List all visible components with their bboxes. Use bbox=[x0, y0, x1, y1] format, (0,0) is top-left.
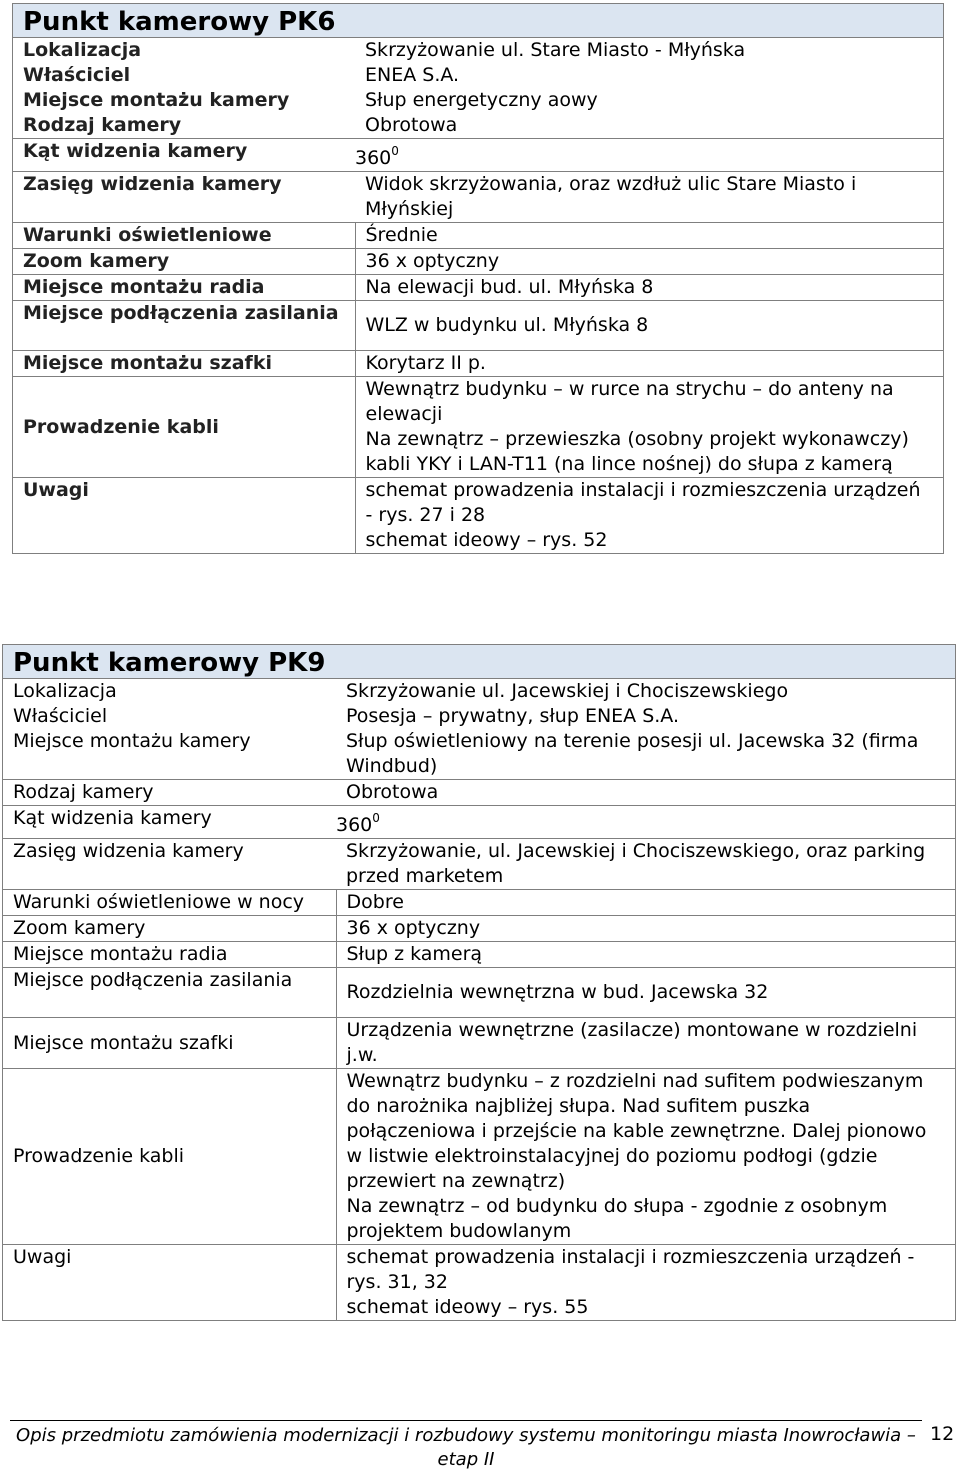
row-label: Prowadzenie kabli bbox=[13, 377, 355, 478]
row-value: Słup energetyczny aowy bbox=[365, 89, 598, 111]
row-value: Skrzyżowanie ul. Jacewskiej i Chociszewskiego bbox=[346, 680, 789, 702]
value-line: Wewnątrz budynku – z rozdzielni nad sufitem podwieszanym do narożnika najbliżej słupa. Nad sufitem puszka połączeniowa i przejście na kable zewnętrzne. Dalej pionowo w listwie elektroinstalacyjnej do poziomu podłogi (gdzie przewiert na zewnątrz) bbox=[346, 1070, 927, 1192]
pk6-title: Punkt kamerowy PK6 bbox=[13, 4, 943, 38]
row-value: Na elewacji bud. ul. Młyńska 8 bbox=[355, 275, 943, 301]
footer-divider bbox=[10, 1420, 922, 1421]
table-row bbox=[3, 1245, 955, 1321]
row-value bbox=[355, 139, 943, 172]
value-line: Widok skrzyżowania, oraz wzdłuż ulic Stare Miasto i bbox=[365, 173, 857, 195]
row-label: Kąt widzenia kamery bbox=[3, 806, 336, 839]
row-value: ENEA S.A. bbox=[365, 64, 460, 86]
row-label: Uwagi bbox=[13, 478, 355, 554]
row-label: Miejsce montażu szafki bbox=[3, 1018, 336, 1069]
table-row bbox=[3, 679, 955, 704]
row-label: Miejsce montażu szafki bbox=[13, 351, 355, 377]
value-line: schemat ideowy – rys. 52 bbox=[365, 529, 608, 551]
value-line: schemat prowadzenia instalacji i rozmieszczenia urządzeń - rys. 31, 32 bbox=[346, 1246, 915, 1293]
row-value: Posesja – prywatny, słup ENEA S.A. bbox=[346, 705, 680, 727]
row-label: Zoom kamery bbox=[13, 249, 355, 275]
row-label: Rodzaj kamery bbox=[3, 780, 336, 806]
row-label: Miejsce montażu kamery bbox=[13, 730, 251, 752]
row-value bbox=[355, 172, 943, 223]
table-row bbox=[13, 377, 943, 478]
row-label: Lokalizacja bbox=[13, 680, 117, 702]
row-value: Korytarz II p. bbox=[355, 351, 943, 377]
page-number: 12 bbox=[930, 1423, 955, 1445]
row-value: Słup oświetleniowy na terenie posesji ul. Jacewska 32 (firma Windbud) bbox=[346, 730, 919, 777]
table-row bbox=[3, 968, 955, 1018]
row-value: 36 x optyczny bbox=[355, 249, 943, 275]
row-value: Dobre bbox=[336, 890, 955, 916]
row-label: Rodzaj kamery bbox=[23, 114, 182, 136]
table-row bbox=[13, 139, 943, 172]
table-row bbox=[13, 275, 943, 301]
table-row bbox=[13, 113, 943, 139]
table-row bbox=[3, 916, 955, 942]
row-label: Zasięg widzenia kamery bbox=[13, 172, 355, 223]
table-row bbox=[13, 88, 943, 113]
row-value: Skrzyżowanie, ul. Jacewskiej i Chociszewskiego, oraz parking przed marketem bbox=[336, 839, 955, 890]
table-row bbox=[13, 223, 943, 249]
pk6-table bbox=[12, 3, 944, 554]
row-value: Obrotowa bbox=[336, 780, 955, 806]
table-row bbox=[13, 172, 943, 223]
value-line: schemat prowadzenia instalacji i rozmieszczenia urządzeń - rys. 27 i 28 bbox=[365, 479, 921, 526]
row-value bbox=[336, 1069, 955, 1245]
row-label: Lokalizacja bbox=[23, 39, 142, 61]
row-label: Uwagi bbox=[3, 1245, 336, 1321]
table-row bbox=[3, 839, 955, 890]
table-row bbox=[3, 780, 955, 806]
table-row bbox=[3, 942, 955, 968]
row-value: Słup z kamerą bbox=[336, 942, 955, 968]
table-row bbox=[13, 38, 943, 63]
row-value: Urządzenia wewnętrzne (zasilacze) montowane w rozdzielni j.w. bbox=[336, 1018, 955, 1069]
row-value bbox=[355, 377, 943, 478]
value-line: schemat ideowy – rys. 55 bbox=[346, 1296, 589, 1318]
row-label: Warunki oświetleniowe w nocy bbox=[3, 890, 336, 916]
pk9-table bbox=[2, 644, 956, 1321]
row-label: Miejsce montażu radia bbox=[13, 275, 355, 301]
row-value: WLZ w budynku ul. Młyńska 8 bbox=[355, 301, 943, 351]
row-value: 36 x optyczny bbox=[336, 916, 955, 942]
angle-value: 360 bbox=[336, 814, 373, 836]
row-label: Warunki oświetleniowe bbox=[13, 223, 355, 249]
row-label: Prowadzenie kabli bbox=[3, 1069, 336, 1245]
table-row bbox=[3, 1018, 955, 1069]
value-line: Młyńskiej bbox=[365, 198, 454, 220]
table-row bbox=[13, 63, 943, 88]
angle-sup: 0 bbox=[372, 811, 380, 825]
row-label: Kąt widzenia kamery bbox=[13, 139, 355, 172]
table-row bbox=[13, 249, 943, 275]
row-label: Właściciel bbox=[13, 705, 108, 727]
row-value: Obrotowa bbox=[365, 114, 458, 136]
row-value bbox=[336, 806, 955, 839]
row-value bbox=[355, 478, 943, 554]
row-value: Rozdzielnia wewnętrzna w bud. Jacewska 32 bbox=[336, 968, 955, 1018]
pk9-title: Punkt kamerowy PK9 bbox=[3, 645, 955, 679]
row-label: Miejsce montażu kamery bbox=[23, 89, 290, 111]
value-line: Na zewnątrz – przewieszka (osobny projekt wykonawczy) kabli YKY i LAN-T11 (na lince nośnej) do słupa z kamerą bbox=[365, 428, 909, 475]
row-label: Miejsce montażu radia bbox=[3, 942, 336, 968]
row-value bbox=[336, 1245, 955, 1321]
footer-text: Opis przedmiotu zamówienia modernizacji i rozbudowy systemu monitoringu miasta Inowrocławia – etap II bbox=[16, 1425, 916, 1470]
table-row bbox=[13, 301, 943, 351]
angle-sup: 0 bbox=[391, 144, 399, 158]
value-line: Wewnątrz budynku – w rurce na strychu – do anteny na elewacji bbox=[365, 378, 894, 425]
table-row bbox=[3, 806, 955, 839]
row-label: Miejsce podłączenia zasilania bbox=[13, 301, 355, 351]
row-label: Miejsce podłączenia zasilania bbox=[3, 968, 336, 1018]
row-label: Zoom kamery bbox=[3, 916, 336, 942]
table-row bbox=[3, 1069, 955, 1245]
row-value: Średnie bbox=[355, 223, 943, 249]
table-row bbox=[3, 890, 955, 916]
table-row bbox=[3, 729, 955, 780]
table-row bbox=[3, 704, 955, 729]
row-label: Właściciel bbox=[23, 64, 131, 86]
table-row bbox=[13, 478, 943, 554]
row-value: Skrzyżowanie ul. Stare Miasto - Młyńska bbox=[365, 39, 746, 61]
table-row bbox=[13, 351, 943, 377]
row-label: Zasięg widzenia kamery bbox=[3, 839, 336, 890]
value-line: Na zewnątrz – od budynku do słupa - zgodnie z osobnym projektem budowlanym bbox=[346, 1195, 888, 1242]
angle-value: 360 bbox=[355, 147, 392, 169]
